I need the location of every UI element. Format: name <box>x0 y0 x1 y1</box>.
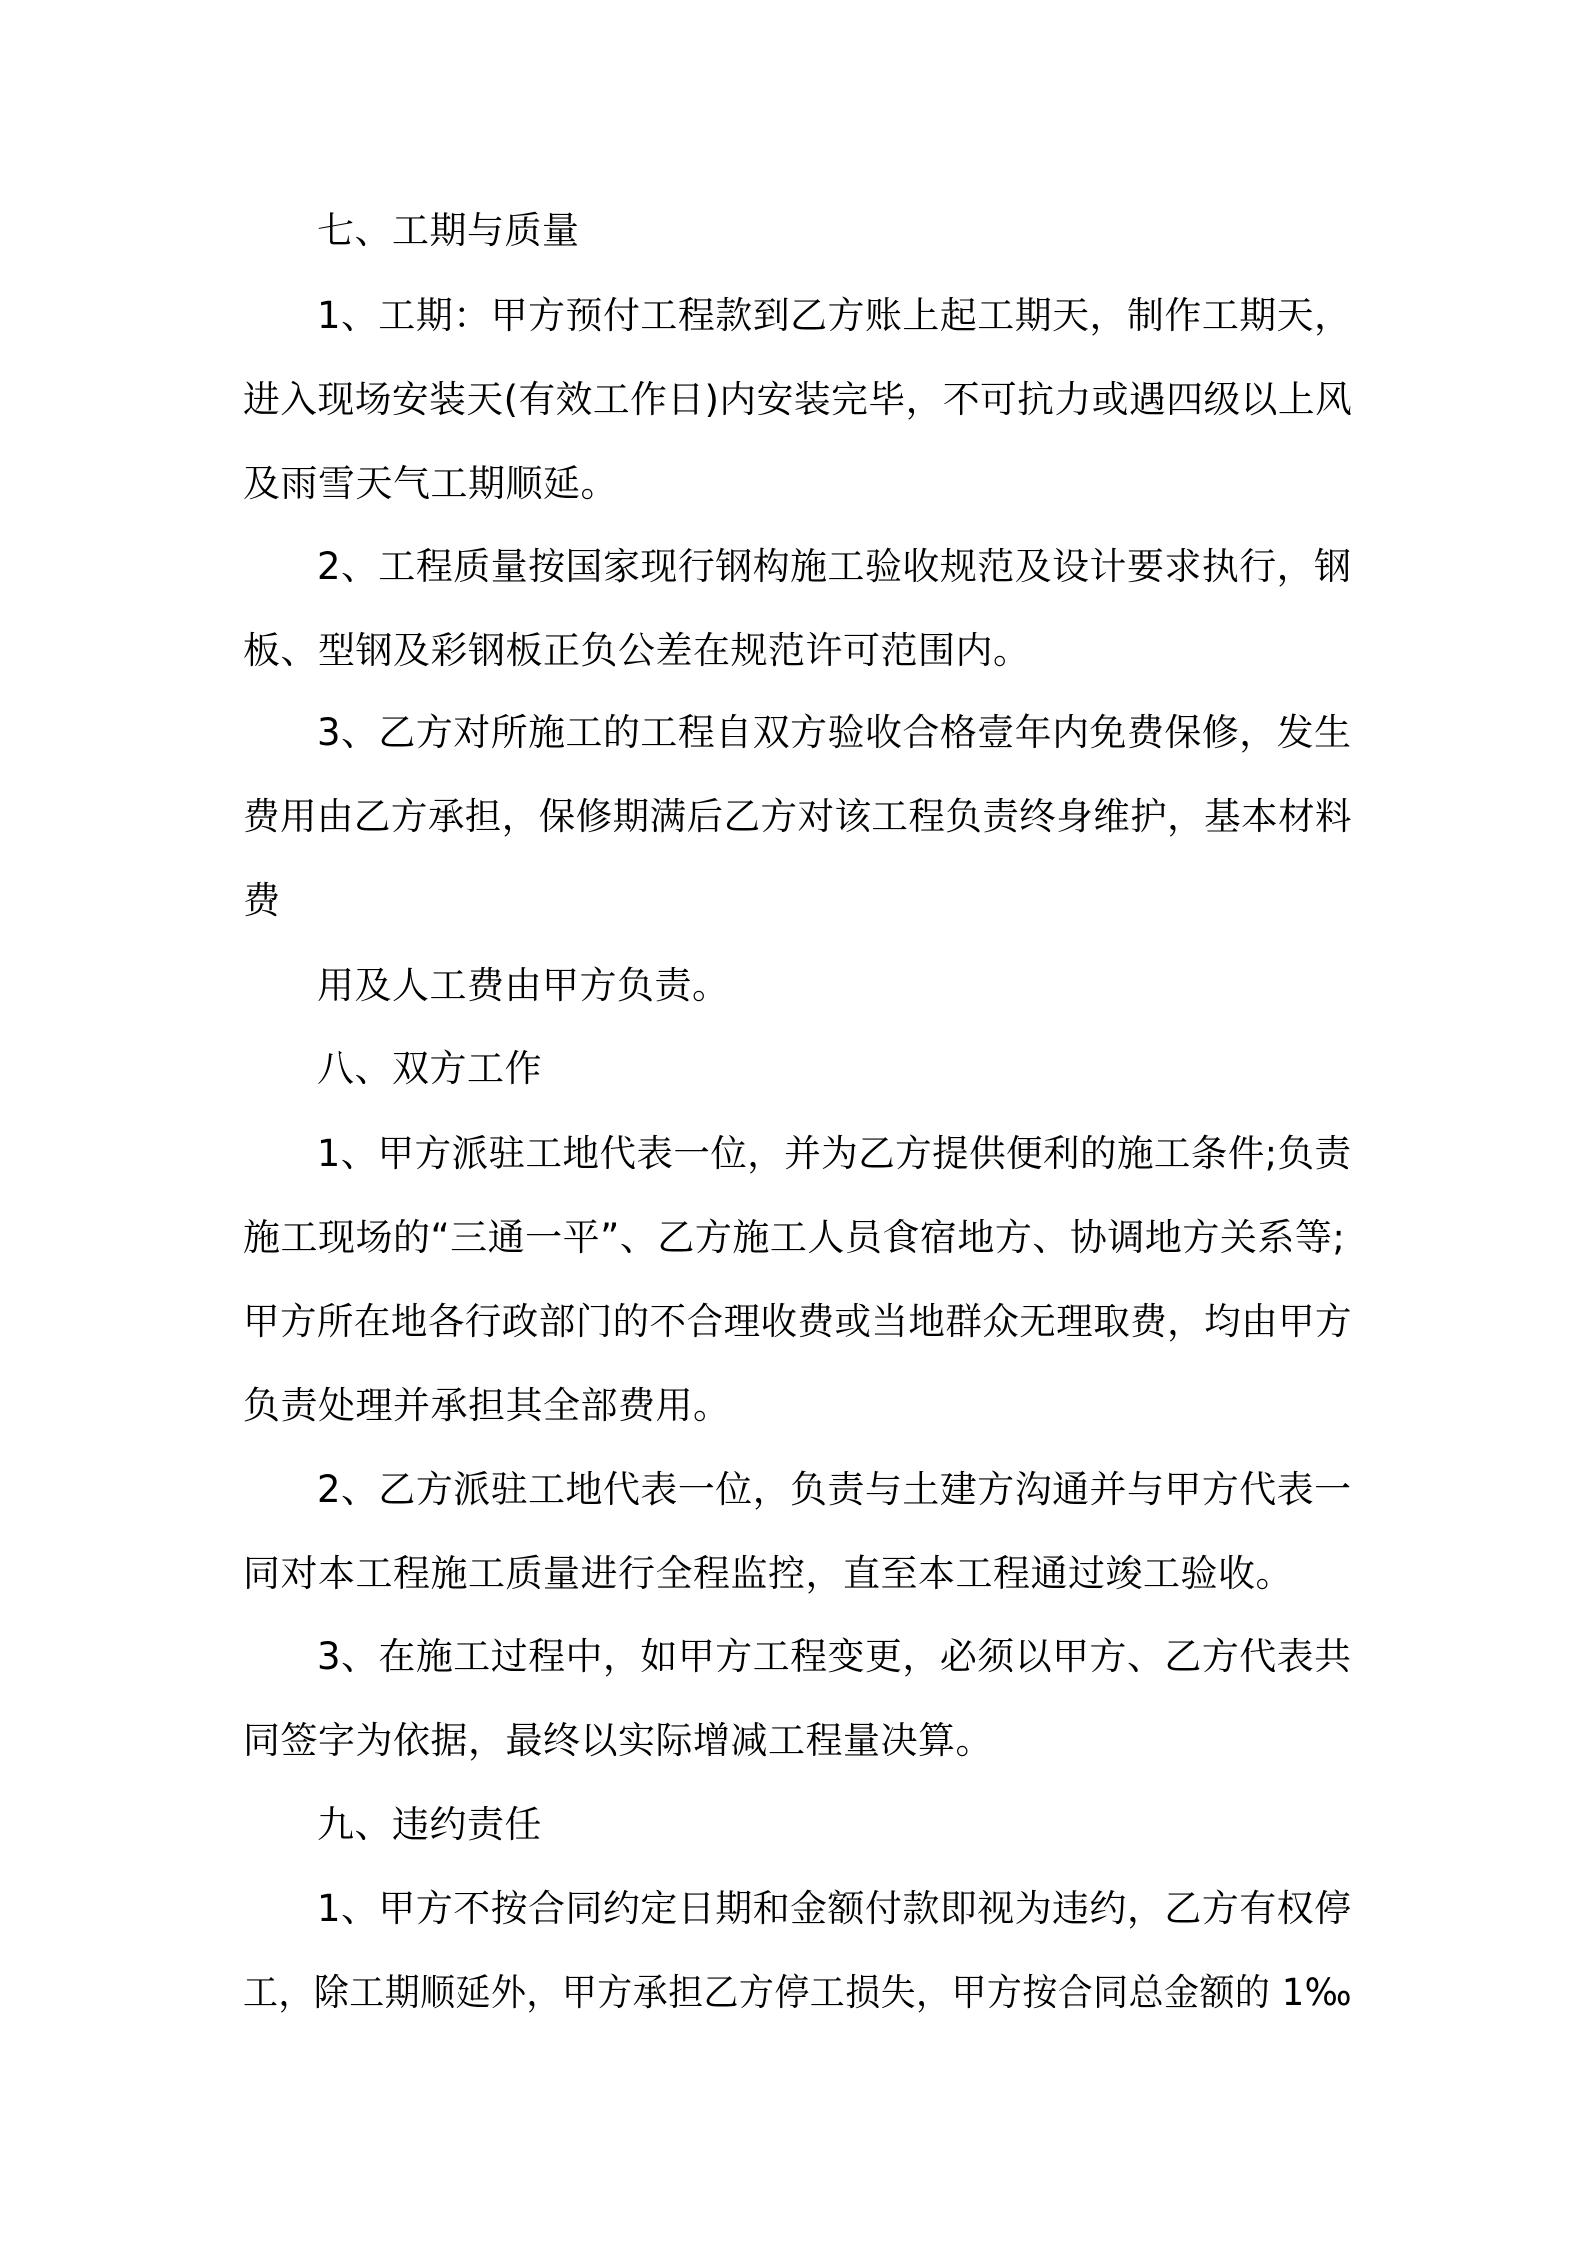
section-heading-9: 九、违约责任 <box>317 1803 542 1846</box>
paragraph-line: 同签字为依据，最终以实际增减工程量决算。 <box>243 1719 993 1762</box>
paragraph-line: 2、工程质量按国家现行钢构施工验收规范及设计要求执行，钢 <box>317 545 1352 588</box>
paragraph-line: 费用由乙方承担，保修期满后乙方对该工程负责终身维护，基本材料 <box>243 795 1352 838</box>
paragraph-line: 及雨雪天气工期顺延。 <box>243 462 618 505</box>
paragraph-line: 费 <box>243 879 281 922</box>
paragraph-line: 用及人工费由甲方负责。 <box>317 964 730 1007</box>
paragraph-line: 甲方所在地各行政部门的不合理收费或当地群众无理取费，均由甲方 <box>243 1300 1352 1343</box>
paragraph-line: 1、甲方不按合同约定日期和金额付款即视为违约，乙方有权停 <box>317 1887 1352 1930</box>
section-heading-8: 八、双方工作 <box>317 1047 542 1090</box>
paragraph-line: 同对本工程施工质量进行全程监控，直至本工程通过竣工验收。 <box>243 1552 1293 1595</box>
paragraph-line: 负责处理并承担其全部费用。 <box>243 1384 731 1427</box>
section-heading-7: 七、工期与质量 <box>317 209 580 252</box>
paragraph-line: 施工现场的“三通一平”、乙方施工人员食宿地方、协调地方关系等; <box>243 1216 1346 1259</box>
paragraph-line: 3、乙方对所施工的工程自双方验收合格壹年内免费保修，发生 <box>317 711 1352 754</box>
paragraph-line: 3、在施工过程中，如甲方工程变更，必须以甲方、乙方代表共 <box>317 1635 1352 1678</box>
paragraph-line: 进入现场安装天(有效工作日)内安装完毕，不可抗力或遇四级以上风 <box>243 378 1353 421</box>
paragraph-line: 板、型钢及彩钢板正负公差在规范许可范围内。 <box>243 629 1031 672</box>
paragraph-line: 2、乙方派驻工地代表一位，负责与土建方沟通并与甲方代表一 <box>317 1468 1352 1511</box>
paragraph-line: 1、甲方派驻工地代表一位，并为乙方提供便利的施工条件;负责 <box>317 1132 1352 1175</box>
paragraph-line: 工，除工期顺延外，甲方承担乙方停工损失，甲方按合同总金额的 1‰ <box>243 1971 1352 2014</box>
paragraph-line: 1、工期：甲方预付工程款到乙方账上起工期天，制作工期天， <box>317 294 1352 337</box>
